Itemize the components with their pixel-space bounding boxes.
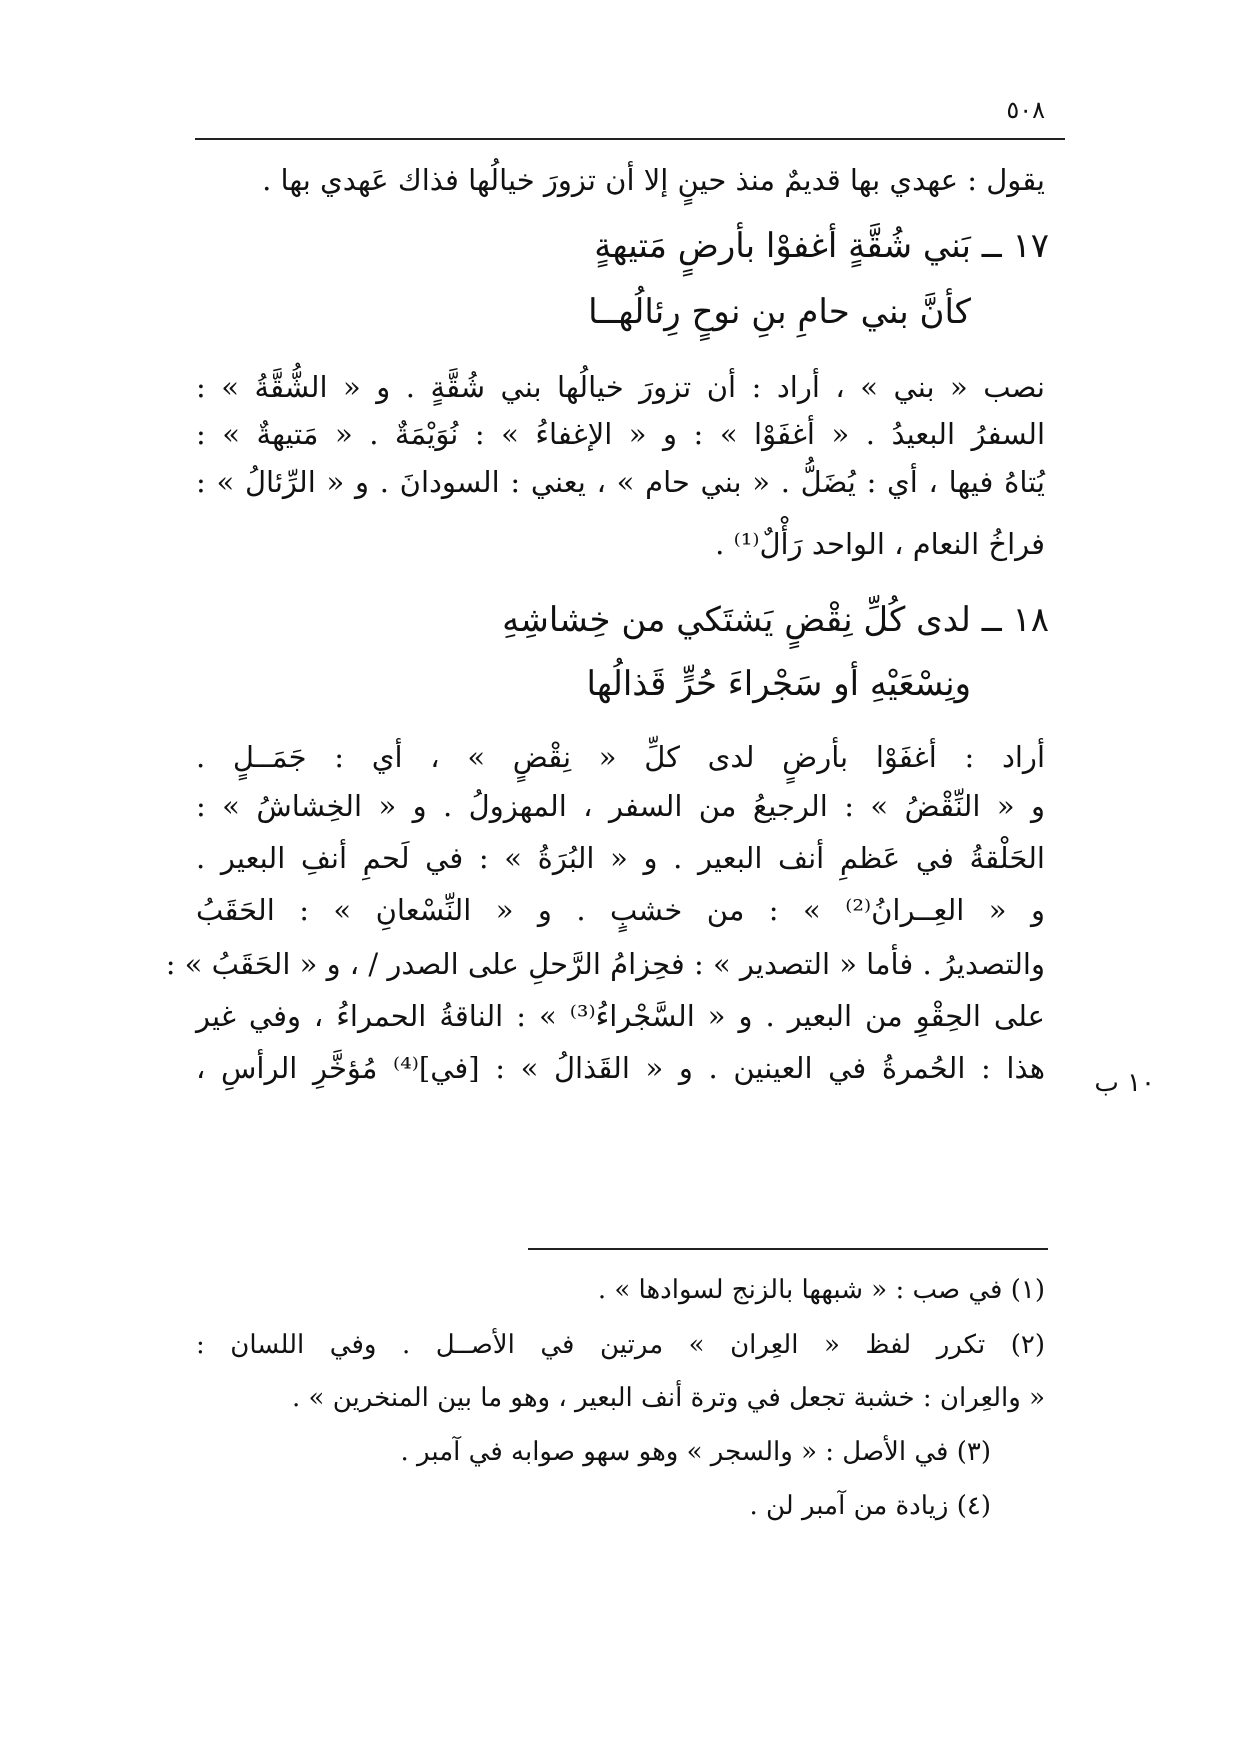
commentary-line: والتصديرُ . فأما « التصدير » : فحِزامُ الرَّحلِ على الصدر / ، و « الحَقَبُ » : — [165, 947, 1045, 981]
commentary-line: و « النِّقْضُ » : الرجيعُ من السفر ، المهزولُ . و « الخِشاشُ » : — [196, 789, 1045, 823]
page-number: ٥٠٨ — [1006, 96, 1045, 124]
commentary-line: أراد : أغفَوْا بأرضٍ لدى كلِّ « نِقْضٍ » ، أي : جَمَــلٍ . — [196, 740, 1045, 774]
footnote: (١) في صب : « شبهها بالزنج لسوادها » . — [597, 1275, 1045, 1305]
commentary-line: الحَلْقةُ في عَظمِ أنف البعير . و « البُرَةُ » : في لَحمِ أنفِ البعير . — [196, 841, 1045, 875]
footnote: (٣) في الأصل : « والسجر » وهو سهو صوابه في آمبر . — [400, 1437, 991, 1467]
commentary-line: فراخُ النعام ، الواحد رَأْلٌ⁽¹⁾ . — [715, 527, 1045, 561]
manuscript-folio-marker: ١٠ ب — [1094, 1068, 1155, 1098]
commentary-line: على الحِقْوِ من البعير . و « السَّجْراءُ⁽³⁾ » : الناقةُ الحمراءُ ، وفي غير — [196, 999, 1045, 1033]
footnote: (٤) زيادة من آمبر لن . — [749, 1491, 991, 1521]
footnote: (٢) تكرر لفظ « العِران » مرتين في الأصــل . وفي اللسان : — [196, 1330, 1045, 1360]
header-rule — [195, 138, 1065, 140]
verse-18-second-hemistich: ونِسْعَيْهِ أو سَجْراءَ حُرٍّ قَذالُها — [586, 664, 971, 704]
footnote-continuation: « والعِران : خشبة تجعل في وترة أنف البعير ، وهو ما بين المنخرين » . — [292, 1383, 1045, 1413]
verse-18-first-hemistich: ١٨ ــ لدى كُلِّ نِقْضٍ يَشتَكي من خِشاشِهِ — [502, 600, 1049, 640]
commentary-line: السفرُ البعيدُ . « أغفَوْا » : و « الإغفاءُ » : نُوَيْمَةٌ . « مَتيهةٌ » : — [196, 417, 1045, 451]
commentary-line: هذا : الحُمرةُ في العينين . و « القَذالُ » : [في]⁽⁴⁾ مُؤخَّرِ الرأسِ ، — [196, 1051, 1045, 1085]
verse-17-first-hemistich: ١٧ ــ بَني شُقَّةٍ أغفوْا بأرضٍ مَتيهةٍ — [594, 226, 1049, 266]
commentary-line: و « العِــرانُ⁽²⁾ » : من خشبٍ . و « النِّسْعانِ » : الحَقَبُ — [196, 893, 1046, 927]
commentary-line: يقول : عهدي بها قديمٌ منذ حينٍ إلا أن تزورَ خيالُها فذاك عَهدي بها . — [262, 163, 1045, 197]
commentary-line: نصب « بني » ، أراد : أن تزورَ خيالُها بني شُقَّةٍ . و « الشُّقَّةُ » : — [196, 370, 1045, 404]
verse-17-second-hemistich: كأنَّ بني حامِ بنِ نوحٍ رِئالُهــا — [588, 292, 971, 332]
commentary-line: يُتاهُ فيها ، أي : يُضَلُّ . « بني حام » ، يعني : السودانَ . و « الرِّئالُ » : — [196, 465, 1045, 499]
footnote-rule — [528, 1248, 1048, 1250]
